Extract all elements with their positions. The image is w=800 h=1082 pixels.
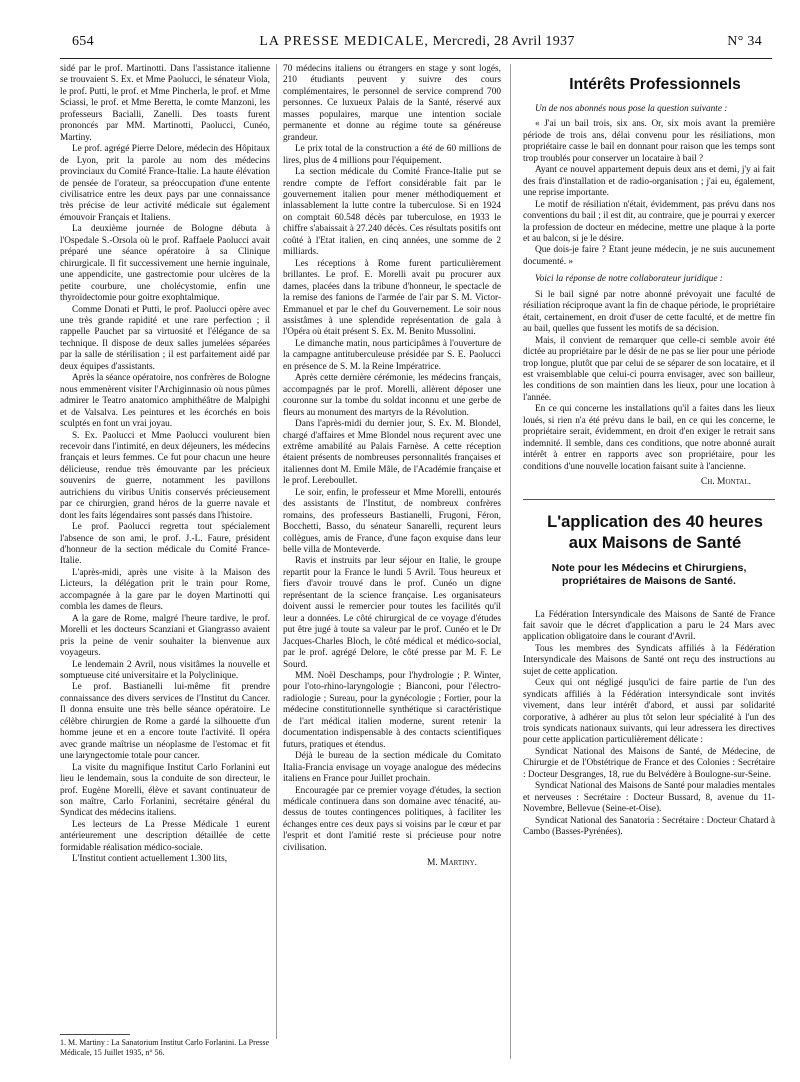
question-paragraph: « J'ai un bail trois, six ans. Or, six mois avant la première période de trois ans, délai convenu pour les résiliations, mon propriétaire casse le bail en donnant pour raison que les temps sont trop troublés pour conserver un locataire à bail ? bbox=[523, 119, 775, 164]
col1-paragraph: Les lecteurs de La Presse Médicale 1 eurent antérieurement une description détaillée de cette formidable réalisation médico-sociale. bbox=[60, 819, 270, 853]
answer-paragraph: En ce qui concerne les installations qu'il a faites dans les lieux loués, si rien n'a été prévu dans le bail, en ce qui les concerne, le propriétaire serait, évidemment, en droit d'en exiger le retrait sans indemnité. Il semble, dans ces conditions, que notre abonné aurait intérêt à entrer en rapports avec son propriétaire, pour les conditions d'une nouvelle location faisant suite à l'ancienne. bbox=[523, 404, 775, 472]
issue-number: N° 34 bbox=[727, 34, 762, 49]
answer-paragraph: Mais, il convient de remarquer que celle-ci semble avoir été dictée au propriétaire par le désir de ne pas se lier pour une période trop longue, plutôt que par celui de se séparer de son locataire, et il est vraisemblable que celui-ci pourra envisager, avec son bailleur, les conditions de son maintien dans les lieux, pour une location à l'année. bbox=[523, 335, 775, 403]
spacer bbox=[523, 600, 775, 610]
col1-paragraph: Après la séance opératoire, nos confrères de Bologne nous emmenèrent visiter l'Archiginnasio où nous pûmes admirer le Teatro anatomico amphithéâtre de Malpighi et de Valsalva. Les peintures et les écorchés en bois sculptés en font un vrai joyau. bbox=[60, 373, 270, 430]
journal-title: LA PRESSE MEDICALE, bbox=[259, 34, 429, 49]
legal-signature: Ch. Montal. bbox=[700, 477, 751, 488]
question-intro: Un de nos abonnés nous pose la question suivante : bbox=[535, 104, 728, 114]
answer-paragraph: Si le bail signé par notre abonné prévoyait une faculté de résiliation réciproque avant la fin de chaque période, le propriétaire était, certainement, en droit d'user de cette faculté, et de mettre fin au bail, quelles que fussent les motifs de sa décision. bbox=[523, 289, 775, 335]
col2-paragraph: Après cette dernière cérémonie, les médecins français, accompagnés par le prof. Morelli, allèrent déposer une couronne sur la tombe du soldat inconnu et une gerbe de fleurs au monument des martyrs de la Révolution. bbox=[283, 373, 501, 418]
col1-paragraph: La deuxième journée de Bologne débuta à l'Ospedale S.-Orsola où le prof. Raffaele Paolucci avait préparé une séance opératoire à sa Clinique chirurgicale. Il fit successivement une hernie inguinale, une appendicite, une gastrectomie pour ulcères de la petite courbure, une cholécystomie, enfin une thyroïdectomie pour goitre exophtalmique. bbox=[60, 224, 270, 304]
col1-paragraph: L'après-midi, après une visite à la Maison des Licteurs, la délégation prit le train pour Rome, accompagnée à la gare par le doyen Martinotti qui combla les dames de fleurs. bbox=[60, 567, 270, 613]
col1-paragraph: A la gare de Rome, malgré l'heure tardive, le prof. Morelli et les docteurs Scanziani et Giangrasso avaient pris la peine de venir souhaiter la bienvenue aux voyageurs. bbox=[60, 613, 270, 659]
footnote-rule bbox=[60, 1034, 130, 1035]
col1-paragraph: Le prof. Paolucci regretta tout spécialement l'absence de son ami, le prof. J.-L. Faure, président d'honneur de la section médicale du Comité France-Italie. bbox=[60, 522, 270, 567]
page-number: 654 bbox=[72, 34, 94, 49]
author-signature: M. Martiny. bbox=[426, 858, 477, 869]
page-header bbox=[72, 34, 762, 54]
col1-paragraph: S. Ex. Paolucci et Mme Paolucci voulurent bien recevoir dans l'intimité, en deux déjeuners, les médecins français et leurs femmes. Ce fut pour chacun une heure délicieuse, rendue très émouvante par les précieux souvenirs de guerre, notamment les pavillons autrichiens du viribus Unitis conservés précieusement par ce chirurgien, grand héros de la guerre navale et dont les faits légendaires sont passés dans l'histoire. bbox=[60, 430, 270, 521]
col1-paragraph: sidé par le prof. Martinotti. Dans l'assistance italienne se trouvaient S. Ex. et Mme Paolucci, le sénateur Viola, le prof. Putti, le prof. et Mme Pincherla, le prof. et Mme Sciassi, le prof. et Mme Beretta, le comte Manzoni, les professeurs Bacialli, Zanelli. Des toasts furent prononcés par MM. Martinotti, Paolucci, Cunéo, Martiny. bbox=[60, 64, 270, 143]
col2-paragraph: La section médicale du Comité France-Italie put se rendre compte de l'effort considérable fait par le gouvernement italien pour mener méthodiquement et inlassablement la lutte contre la tuberculose. Si en 1924 on comptait 60.548 décès par tuberculose, en 1933 le chiffre s'abaissait à 27.240 décès. Ces résultats positifs ont coûté à l'Etat italien, en cinq années, une somme de 2 milliards. bbox=[283, 167, 501, 258]
section2-paragraph: La Fédération Intersyndicale des Maisons de Santé de France fait savoir que le décret d'application a paru le 24 Mars avec application obligatoire dans le courant d'Avril. bbox=[523, 609, 775, 643]
col2-paragraph: Ravis et instruits par leur séjour en Italie, le groupe repartit pour la France le lundi 5 Avril. Tous heureux et fiers d'avoir trouvé dans le prof. Cunéo un digne représentant de la science française. Les organisateurs doivent aussi le remercier pour toutes les facilités qu'il leur a données. Le côté chirurgical de ce voyage d'études put être jugé à toute sa valeur par le prof. Cunéo et le Dr Jacques-Charles Bloch, le côté médical et médico-social, par le prof. agrégé Delore, le côté presse par M. F. Le Sourd. bbox=[283, 556, 501, 670]
col1-paragraph: Le prof. agrégé Pierre Delore, médecin des Hôpitaux de Lyon, prit la parole au nom des médecins provinciaux du Comité France-Italie. La haute élévation de pensée de l'orateur, sa préoccupation d'une entente civilisatrice entre les deux pays par une connaissance très précise de leur activité médicale sut également émouvoir Français et Italiens. bbox=[60, 144, 270, 223]
col2-paragraph: Déjà le bureau de la section médicale du Comitato Italia-Francia envisage un voyage analogue des médecins italiens en France pour Juillet prochain. bbox=[283, 751, 501, 785]
question-paragraph: Le motif de résiliation n'était, évidemment, pas prévu dans nos conventions du bail ; il est dit, au contraire, que je pourrai y exercer la profession de docteur en médecine, mettre une plaque à la porte et au balcon, si je le désire. bbox=[523, 199, 775, 244]
section2-paragraph: Syndicat National des Maisons de Santé, de Médecine, de Chirurgie et de l'Obstétrique de France et des Colonies : Secrétaire : Docteur Desgranges, 18, rue du Belvédère à Boulogne-sur-Seine. bbox=[523, 746, 775, 780]
section-heading-box bbox=[523, 76, 775, 94]
section2-paragraph: Tous les membres des Syndicats affiliés à la Fédération Intersyndicale des Maisons de Santé ont reçu des instructions au sujet de cette application. bbox=[523, 643, 775, 677]
section-subtitle bbox=[523, 562, 775, 588]
column-1 bbox=[60, 64, 270, 1028]
column-3 bbox=[523, 64, 775, 1074]
col2-paragraph: Dans l'après-midi du dernier jour, S. Ex. M. Blondel, chargé d'affaires et Mme Blondel nous reçurent avec une extrême amabilité au Palais Farnèse. A cette réception étaient présents de nombreuses personnalités françaises et italiennes dont M. Emile Mâle, de l'Académie française et le prof. Lereboullet. bbox=[283, 419, 501, 487]
answer-intro: Voici la réponse de notre collaborateur juridique : bbox=[535, 274, 723, 285]
question-paragraph: Que dois-je faire ? Etant jeune médecin, je ne suis aucunement documenté. » bbox=[523, 245, 775, 267]
section-title-40-heures-line1: L'application des 40 heures bbox=[547, 512, 763, 531]
masthead bbox=[72, 34, 762, 50]
section-title-interets: Intérêts Professionnels bbox=[569, 76, 741, 93]
section-separator bbox=[523, 499, 775, 500]
subtitle-line2: propriétaires de Maisons de Santé. bbox=[562, 574, 736, 587]
footnote bbox=[60, 1038, 270, 1058]
col2-paragraph: Le soir, enfin, le professeur et Mme Morelli, entourés des assistants de l'Institut, de nombreux confrères romains, des professeurs Bastianelli, Frugoni, Féron, Bocchetti, Basso, du sénateur Sanarelli, reçurent leurs collègues, amis de France, d'une façon exquise dans leur belle villa de Monteverde. bbox=[283, 487, 501, 556]
issue-date: Mercredi, 28 Avril 1937 bbox=[432, 34, 575, 49]
column-divider-1 bbox=[276, 64, 277, 1039]
col2-paragraph: Les réceptions à Rome furent particulièrement brillantes. Le prof. E. Morelli avait pu procurer aux dames, placées dans la tribune d'honneur, le spectacle de la remise des fanions de l'armée de l'air par S. M. Victor-Emmanuel et par le chef du Gouvernement. Le soir nous assistâmes à une splendide représentation de gala à l'Opéra où était présent S. Ex. M. Benito Mussolini. bbox=[283, 258, 501, 338]
section-title-40-heures-line2: aux Maisons de Santé bbox=[568, 533, 742, 552]
col2-paragraph: MM. Noël Deschamps, pour l'hydrologie ; P. Winter, pour l'oto-rhino-laryngologie ; Bianconi, pour l'électro-radiologie ; Sureau, pour la gynécologie ; Fortier, pour la médecine constitutionnelle synthétique si caractéristique de l'art médical italien moderne, surent retenir la documentation indispensable à des contacts scientifiques futurs, pratiques et étendus. bbox=[283, 671, 501, 750]
section2-paragraph: Syndicat National des Sanatoria : Secrétaire : Docteur Chatard à Cambo (Basses-Pyrénées). bbox=[523, 815, 775, 838]
subtitle-line1: Note pour les Médecins et Chirurgiens, bbox=[551, 561, 747, 574]
col1-paragraph: Le prof. Bastianelli lui-même fit prendre connaissance des divers services de l'Institut du Cancer. Il donna ensuite une très belle séance opératoire. Le célèbre chirurgien de Rome a gardé la silhouette d'un homme jeune et en a encore toute l'activité. Il opéra avec grande maîtrise un néoplasme de l'estomac et fit une laryngectomie totale pour cancer. bbox=[60, 682, 270, 762]
col1-paragraph: Le lendemain 2 Avril, nous visitâmes la nouvelle et somptueuse cité universitaire et la Polyclinique. bbox=[60, 659, 270, 682]
question-paragraph: Ayant ce nouvel appartement depuis deux ans et demi, j'y ai fait des frais d'installation et de radio-organisation ; j'ai eu, également, une reprise importante. bbox=[523, 165, 775, 199]
section2-paragraph: Syndicat National des Maisons de Santé pour maladies mentales et nerveuses : Secrétaire : Docteur Bussard, 8, avenue du 11-Novembre, Bellevue (Seine-et-Oise). bbox=[523, 781, 775, 815]
section2-paragraph: Ceux qui ont négligé jusqu'ici de faire partie de l'un des syndicats affiliés à la Fédération intersyndicale sont invités vivement, dans leur intérêt d'abord, et aussi par solidarité corporative, à adhérer au plus tôt selon leur spécialité à l'un des trois syndicats nationaux suivants, qui leur adressera les directives pour cette application particulièrement délicate : bbox=[523, 678, 775, 746]
col1-paragraph: L'Institut contient actuellement 1.300 lits, bbox=[72, 854, 228, 865]
col2-paragraph: Le dimanche matin, nous participâmes à l'ouverture de la campagne antituberculeuse présidée par S. E. Paolucci en présence de S. M. la Reine Impératrice. bbox=[283, 338, 501, 372]
column-divider-2 bbox=[510, 64, 511, 1059]
col2-paragraph: Encouragée par ce premier voyage d'études, la section médicale continuera dans son domaine avec ténacité, au-dessus de toutes contingences politiques, à faciliter les échanges entre ces deux pays si voisins par le cœur et par l'esprit et dont l'amitié reste si précieuse pour notre civilisation. bbox=[283, 785, 501, 853]
col2-paragraph: Le prix total de la construction a été de 60 millions de lires, plus de 4 millions pour l'équipement. bbox=[283, 144, 501, 166]
column-2 bbox=[283, 64, 501, 1054]
footnote-text: 1. M. Martiny : La Sanatorium Institut Carlo Forlanini. La Presse Médicale, 15 Juillet 1935, n° 56. bbox=[60, 1038, 270, 1057]
col1-paragraph: Comme Donati et Putti, le prof. Paolucci opère avec une très grande rapidité et une rare perfection ; il rappelle Pauchet par sa virtuosité et l'élégance de sa technique. Il dispose de deux salles jumelées séparées par la salle de stérilisation ; il est parfaitement aidé par deux équipes d'assistants. bbox=[60, 304, 270, 372]
col1-paragraph: La visite du magnifique Institut Carlo Forlanini eut lieu le lendemain, sous la conduite de son directeur, le prof. Eugène Morelli, élève et savant continuateur de son maître, Carlo Forlanini, secrétaire général du Syndicat des médecins italiens. bbox=[60, 762, 270, 819]
col2-paragraph: 70 médecins italiens ou étrangers en stage y sont logés, 210 étudiants peuvent y suivre des cours complémentaires, le personnel de service comprend 700 personnes. Ce luxueux Palais de la Santé, réservé aux masses populaires, marque une intention sociale permanente et donne au régime toute sa généreuse grandeur. bbox=[283, 64, 501, 143]
header-rule bbox=[60, 58, 772, 59]
